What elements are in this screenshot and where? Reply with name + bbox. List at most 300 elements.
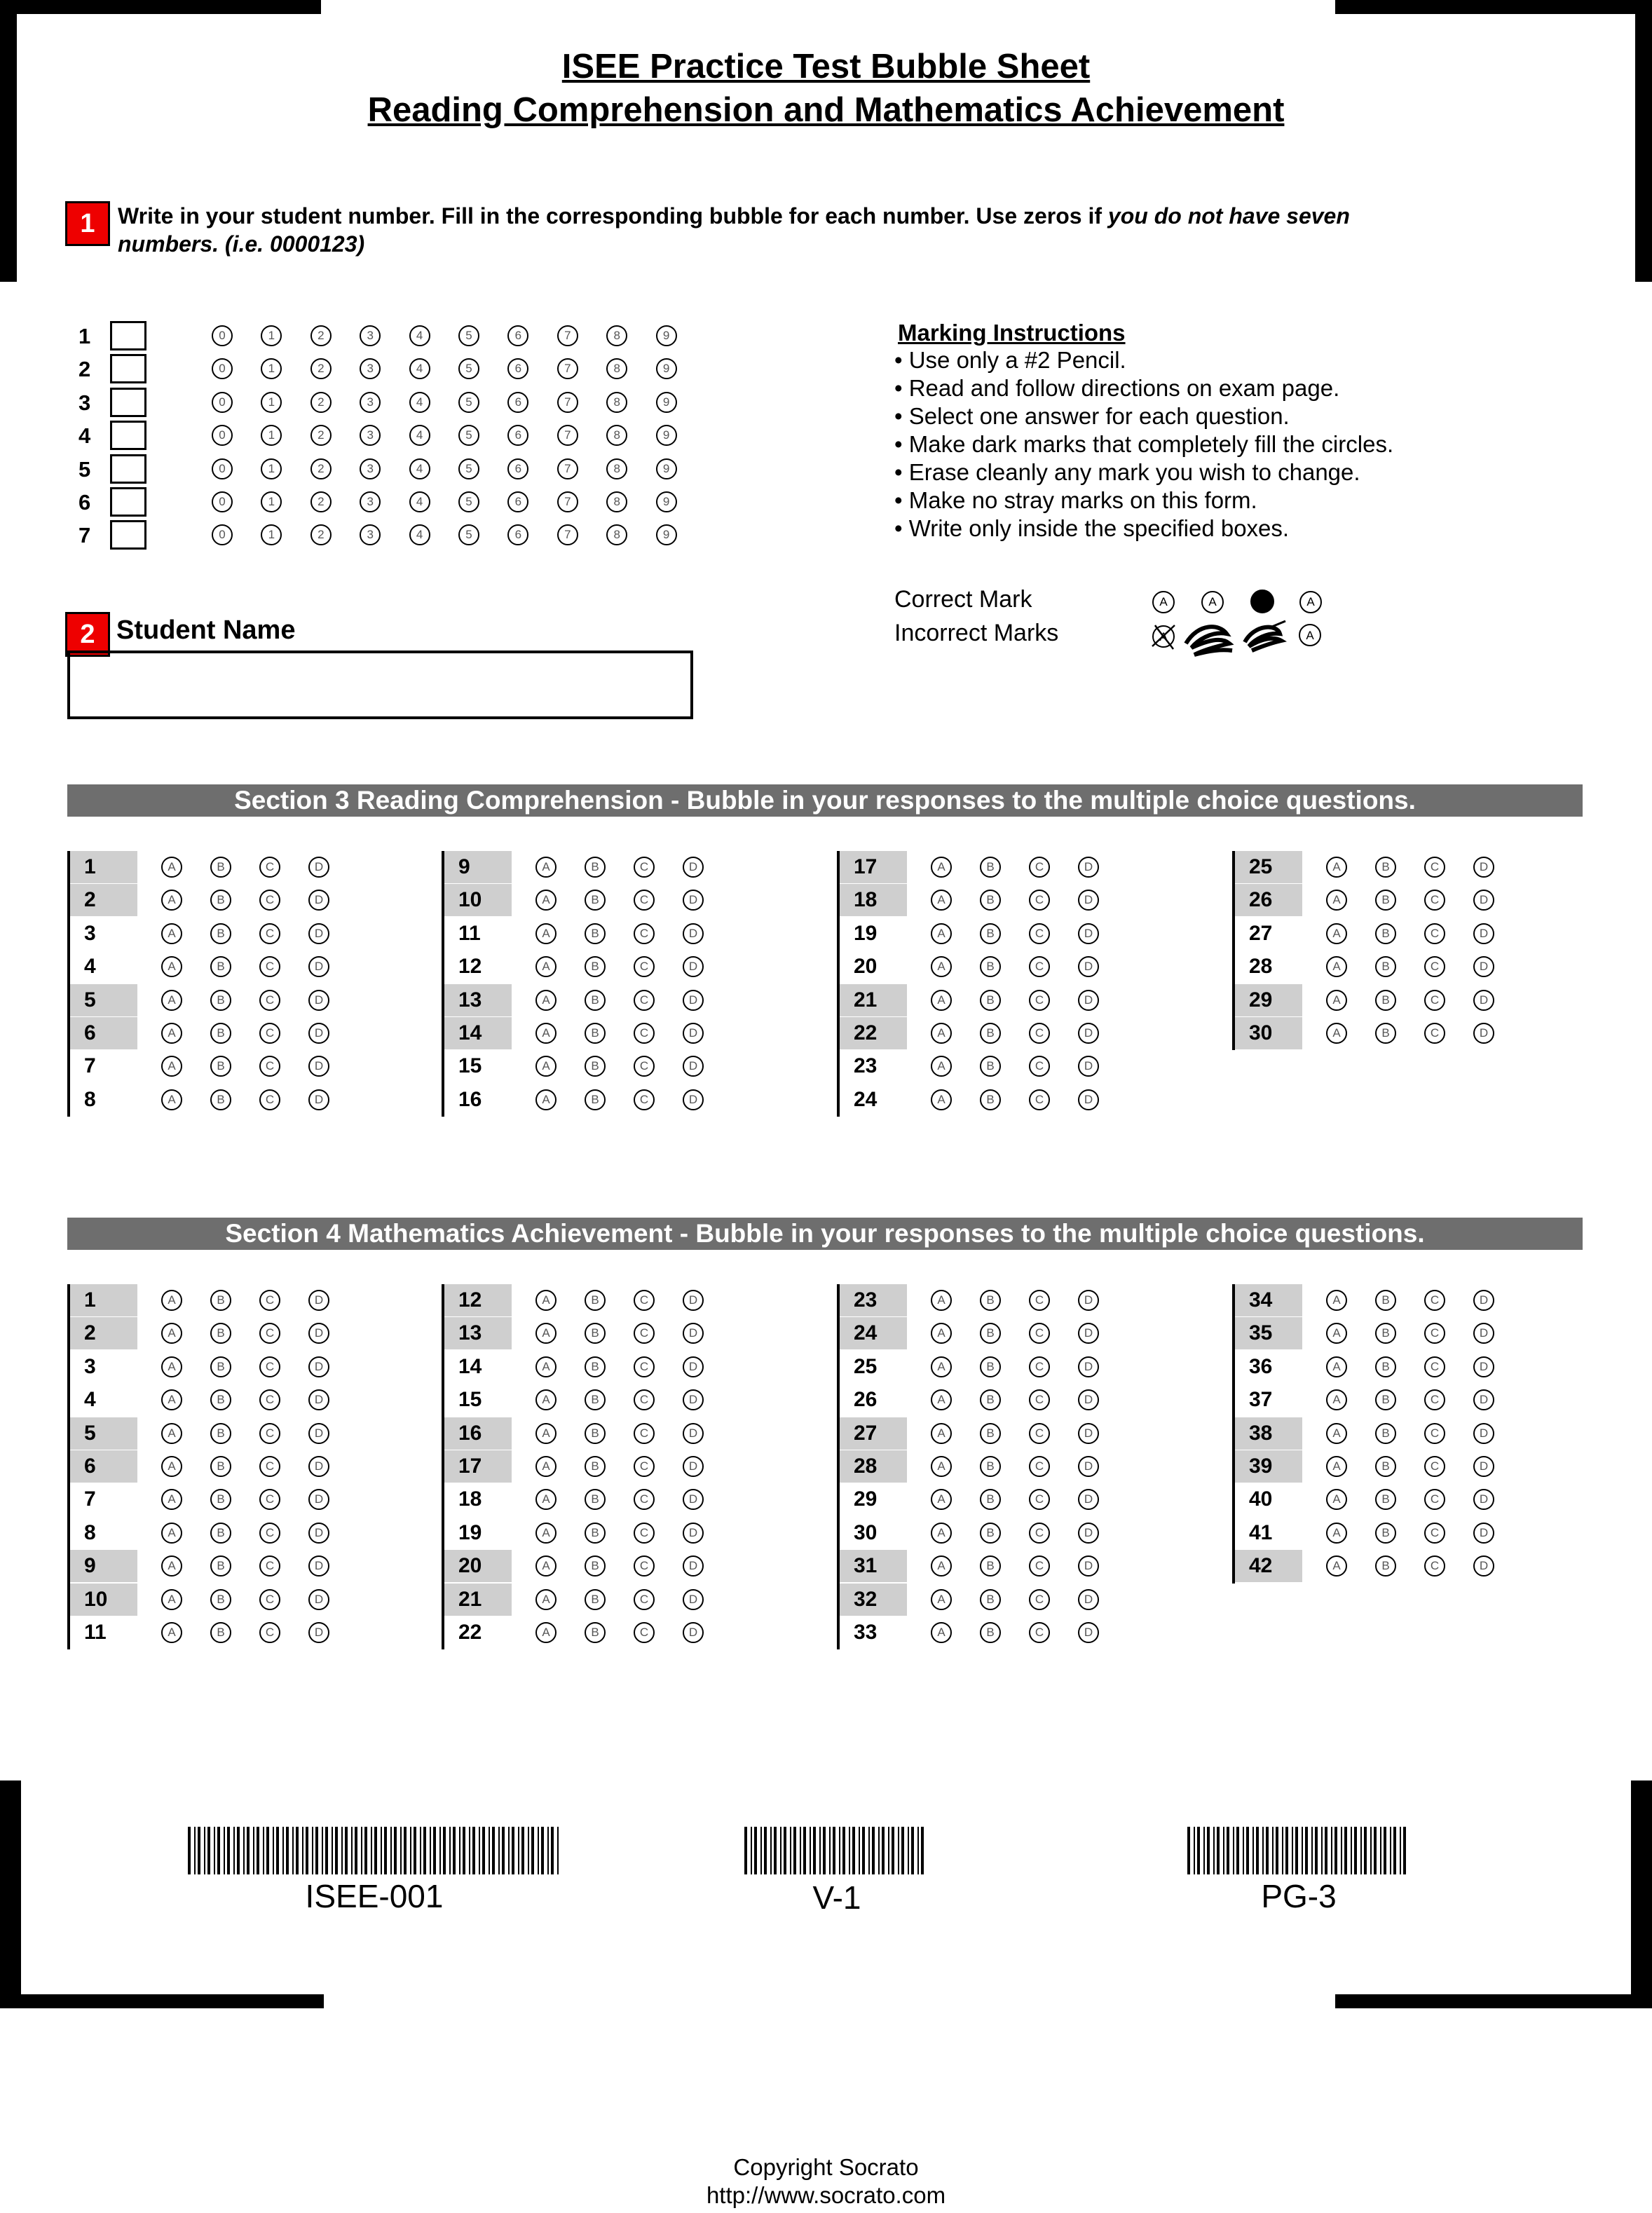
answer-bubble[interactable]: A bbox=[161, 1489, 182, 1510]
answer-bubble[interactable]: D bbox=[1473, 1555, 1494, 1577]
answer-bubble[interactable]: A bbox=[535, 1523, 557, 1544]
digit-bubble[interactable]: 1 bbox=[261, 524, 282, 545]
answer-bubble[interactable]: A bbox=[931, 1290, 952, 1311]
answer-bubble[interactable]: A bbox=[1326, 1290, 1347, 1311]
answer-bubble[interactable]: C bbox=[1424, 1389, 1445, 1410]
answer-bubble[interactable]: B bbox=[210, 1389, 231, 1410]
answer-bubble[interactable]: A bbox=[161, 1290, 182, 1311]
answer-bubble[interactable]: A bbox=[1326, 1023, 1347, 1044]
answer-bubble[interactable]: C bbox=[634, 1589, 655, 1610]
answer-bubble[interactable]: C bbox=[634, 1389, 655, 1410]
answer-bubble[interactable]: D bbox=[683, 857, 704, 878]
answer-bubble[interactable]: A bbox=[1326, 890, 1347, 911]
answer-bubble[interactable]: C bbox=[1029, 1523, 1050, 1544]
answer-bubble[interactable]: A bbox=[161, 1423, 182, 1444]
answer-bubble[interactable]: B bbox=[980, 1056, 1001, 1077]
answer-bubble[interactable]: C bbox=[1029, 1356, 1050, 1377]
answer-bubble[interactable]: B bbox=[1375, 857, 1396, 878]
answer-bubble[interactable]: A bbox=[931, 956, 952, 977]
answer-bubble[interactable]: A bbox=[535, 1622, 557, 1643]
answer-bubble[interactable]: D bbox=[683, 1555, 704, 1577]
answer-bubble[interactable]: B bbox=[210, 1523, 231, 1544]
digit-bubble[interactable]: 0 bbox=[212, 458, 233, 479]
answer-bubble[interactable]: D bbox=[683, 1089, 704, 1110]
answer-bubble[interactable]: B bbox=[585, 1356, 606, 1377]
answer-bubble[interactable]: B bbox=[980, 1589, 1001, 1610]
digit-bubble[interactable]: 5 bbox=[458, 491, 479, 512]
answer-bubble[interactable]: A bbox=[931, 1089, 952, 1110]
digit-bubble[interactable]: 7 bbox=[557, 358, 578, 379]
answer-bubble[interactable]: B bbox=[210, 1023, 231, 1044]
answer-bubble[interactable]: B bbox=[585, 890, 606, 911]
answer-bubble[interactable]: D bbox=[308, 1290, 329, 1311]
answer-bubble[interactable]: B bbox=[210, 1423, 231, 1444]
digit-bubble[interactable]: 1 bbox=[261, 358, 282, 379]
answer-bubble[interactable]: C bbox=[1029, 857, 1050, 878]
answer-bubble[interactable]: D bbox=[683, 1389, 704, 1410]
answer-bubble[interactable]: A bbox=[161, 1056, 182, 1077]
answer-bubble[interactable]: B bbox=[1375, 1389, 1396, 1410]
answer-bubble[interactable]: B bbox=[585, 1489, 606, 1510]
digit-bubble[interactable]: 9 bbox=[656, 458, 677, 479]
digit-bubble[interactable]: 7 bbox=[557, 458, 578, 479]
answer-bubble[interactable]: C bbox=[634, 1622, 655, 1643]
answer-bubble[interactable]: B bbox=[210, 1356, 231, 1377]
answer-bubble[interactable]: A bbox=[931, 990, 952, 1011]
answer-bubble[interactable]: C bbox=[1029, 1489, 1050, 1510]
answer-bubble[interactable]: D bbox=[1078, 1456, 1099, 1477]
answer-bubble[interactable]: C bbox=[634, 1456, 655, 1477]
answer-bubble[interactable]: C bbox=[634, 923, 655, 944]
answer-bubble[interactable]: B bbox=[980, 1356, 1001, 1377]
answer-bubble[interactable]: B bbox=[980, 1555, 1001, 1577]
digit-bubble[interactable]: 4 bbox=[409, 425, 430, 446]
answer-bubble[interactable]: C bbox=[259, 1589, 280, 1610]
digit-bubble[interactable]: 5 bbox=[458, 425, 479, 446]
digit-bubble[interactable]: 8 bbox=[606, 458, 627, 479]
answer-bubble[interactable]: A bbox=[535, 1389, 557, 1410]
answer-bubble[interactable]: A bbox=[1326, 857, 1347, 878]
digit-bubble[interactable]: 7 bbox=[557, 491, 578, 512]
answer-bubble[interactable]: C bbox=[1424, 923, 1445, 944]
answer-bubble[interactable]: B bbox=[585, 1023, 606, 1044]
answer-bubble[interactable]: D bbox=[1473, 1489, 1494, 1510]
answer-bubble[interactable]: D bbox=[1473, 1356, 1494, 1377]
answer-bubble[interactable]: A bbox=[931, 1023, 952, 1044]
answer-bubble[interactable]: A bbox=[931, 1589, 952, 1610]
answer-bubble[interactable]: A bbox=[161, 857, 182, 878]
digit-bubble[interactable]: 8 bbox=[606, 325, 627, 346]
answer-bubble[interactable]: B bbox=[210, 956, 231, 977]
digit-bubble[interactable]: 2 bbox=[310, 325, 332, 346]
answer-bubble[interactable]: D bbox=[308, 1589, 329, 1610]
answer-bubble[interactable]: D bbox=[308, 1523, 329, 1544]
digit-bubble[interactable]: 1 bbox=[261, 325, 282, 346]
answer-bubble[interactable]: A bbox=[535, 956, 557, 977]
answer-bubble[interactable]: D bbox=[308, 1622, 329, 1643]
answer-bubble[interactable]: B bbox=[980, 1389, 1001, 1410]
answer-bubble[interactable]: A bbox=[161, 1456, 182, 1477]
answer-bubble[interactable]: B bbox=[585, 1323, 606, 1344]
answer-bubble[interactable]: B bbox=[980, 890, 1001, 911]
answer-bubble[interactable]: B bbox=[980, 1523, 1001, 1544]
answer-bubble[interactable]: A bbox=[535, 923, 557, 944]
answer-bubble[interactable]: B bbox=[585, 956, 606, 977]
answer-bubble[interactable]: C bbox=[1029, 1622, 1050, 1643]
digit-bubble[interactable]: 5 bbox=[458, 392, 479, 413]
answer-bubble[interactable]: A bbox=[535, 1456, 557, 1477]
answer-bubble[interactable]: D bbox=[683, 1323, 704, 1344]
answer-bubble[interactable]: A bbox=[535, 1589, 557, 1610]
answer-bubble[interactable]: B bbox=[1375, 1323, 1396, 1344]
answer-bubble[interactable]: D bbox=[1473, 1290, 1494, 1311]
answer-bubble[interactable]: B bbox=[980, 1023, 1001, 1044]
answer-bubble[interactable]: D bbox=[683, 923, 704, 944]
answer-bubble[interactable]: C bbox=[259, 1555, 280, 1577]
digit-bubble[interactable]: 4 bbox=[409, 358, 430, 379]
answer-bubble[interactable]: C bbox=[1424, 990, 1445, 1011]
answer-bubble[interactable]: C bbox=[1424, 1555, 1445, 1577]
answer-bubble[interactable]: B bbox=[210, 857, 231, 878]
digit-bubble[interactable]: 3 bbox=[360, 392, 381, 413]
answer-bubble[interactable]: B bbox=[210, 990, 231, 1011]
answer-bubble[interactable]: C bbox=[259, 1389, 280, 1410]
answer-bubble[interactable]: C bbox=[634, 1089, 655, 1110]
answer-bubble[interactable]: C bbox=[1029, 956, 1050, 977]
answer-bubble[interactable]: D bbox=[683, 1023, 704, 1044]
digit-bubble[interactable]: 3 bbox=[360, 491, 381, 512]
answer-bubble[interactable]: C bbox=[259, 1489, 280, 1510]
answer-bubble[interactable]: B bbox=[585, 1622, 606, 1643]
answer-bubble[interactable]: C bbox=[259, 857, 280, 878]
answer-bubble[interactable]: D bbox=[1078, 1056, 1099, 1077]
answer-bubble[interactable]: C bbox=[1424, 1423, 1445, 1444]
digit-bubble[interactable]: 1 bbox=[261, 458, 282, 479]
student-number-digit-box[interactable] bbox=[110, 421, 146, 450]
digit-bubble[interactable]: 7 bbox=[557, 425, 578, 446]
answer-bubble[interactable]: B bbox=[1375, 1523, 1396, 1544]
answer-bubble[interactable]: D bbox=[1078, 990, 1099, 1011]
answer-bubble[interactable]: B bbox=[980, 1423, 1001, 1444]
digit-bubble[interactable]: 9 bbox=[656, 325, 677, 346]
student-number-digit-box[interactable] bbox=[110, 487, 146, 517]
answer-bubble[interactable]: D bbox=[683, 1056, 704, 1077]
answer-bubble[interactable]: D bbox=[683, 1589, 704, 1610]
answer-bubble[interactable]: C bbox=[1029, 1323, 1050, 1344]
answer-bubble[interactable]: A bbox=[1326, 956, 1347, 977]
answer-bubble[interactable]: B bbox=[1375, 1489, 1396, 1510]
answer-bubble[interactable]: D bbox=[308, 1089, 329, 1110]
answer-bubble[interactable]: D bbox=[1078, 1589, 1099, 1610]
answer-bubble[interactable]: C bbox=[259, 1622, 280, 1643]
answer-bubble[interactable]: A bbox=[161, 1622, 182, 1643]
answer-bubble[interactable]: B bbox=[210, 1323, 231, 1344]
answer-bubble[interactable]: B bbox=[210, 1290, 231, 1311]
answer-bubble[interactable]: A bbox=[1326, 1489, 1347, 1510]
answer-bubble[interactable]: D bbox=[308, 1456, 329, 1477]
answer-bubble[interactable]: A bbox=[535, 1356, 557, 1377]
answer-bubble[interactable]: D bbox=[683, 990, 704, 1011]
answer-bubble[interactable]: D bbox=[308, 1023, 329, 1044]
answer-bubble[interactable]: D bbox=[1473, 1456, 1494, 1477]
answer-bubble[interactable]: D bbox=[308, 1323, 329, 1344]
answer-bubble[interactable]: A bbox=[161, 1323, 182, 1344]
answer-bubble[interactable]: B bbox=[585, 1290, 606, 1311]
digit-bubble[interactable]: 6 bbox=[507, 425, 528, 446]
digit-bubble[interactable]: 2 bbox=[310, 524, 332, 545]
answer-bubble[interactable]: C bbox=[259, 1056, 280, 1077]
answer-bubble[interactable]: D bbox=[683, 1489, 704, 1510]
answer-bubble[interactable]: B bbox=[980, 1489, 1001, 1510]
answer-bubble[interactable]: B bbox=[980, 1622, 1001, 1643]
digit-bubble[interactable]: 5 bbox=[458, 524, 479, 545]
digit-bubble[interactable]: 3 bbox=[360, 524, 381, 545]
answer-bubble[interactable]: A bbox=[931, 1456, 952, 1477]
answer-bubble[interactable]: B bbox=[585, 1389, 606, 1410]
answer-bubble[interactable]: C bbox=[259, 923, 280, 944]
answer-bubble[interactable]: A bbox=[161, 1555, 182, 1577]
answer-bubble[interactable]: B bbox=[980, 1290, 1001, 1311]
answer-bubble[interactable]: C bbox=[634, 1523, 655, 1544]
answer-bubble[interactable]: C bbox=[259, 1423, 280, 1444]
answer-bubble[interactable]: C bbox=[1029, 1589, 1050, 1610]
answer-bubble[interactable]: B bbox=[1375, 1423, 1396, 1444]
digit-bubble[interactable]: 2 bbox=[310, 392, 332, 413]
digit-bubble[interactable]: 9 bbox=[656, 358, 677, 379]
answer-bubble[interactable]: D bbox=[1078, 1423, 1099, 1444]
answer-bubble[interactable]: C bbox=[634, 1056, 655, 1077]
answer-bubble[interactable]: C bbox=[634, 1489, 655, 1510]
answer-bubble[interactable]: C bbox=[259, 1523, 280, 1544]
answer-bubble[interactable]: B bbox=[585, 1555, 606, 1577]
answer-bubble[interactable]: D bbox=[683, 890, 704, 911]
answer-bubble[interactable]: D bbox=[1473, 890, 1494, 911]
answer-bubble[interactable]: C bbox=[1424, 857, 1445, 878]
answer-bubble[interactable]: D bbox=[1473, 923, 1494, 944]
answer-bubble[interactable]: D bbox=[1473, 1523, 1494, 1544]
student-name-input-box[interactable] bbox=[67, 651, 693, 719]
answer-bubble[interactable]: D bbox=[683, 1456, 704, 1477]
digit-bubble[interactable]: 4 bbox=[409, 524, 430, 545]
answer-bubble[interactable]: C bbox=[1029, 1456, 1050, 1477]
answer-bubble[interactable]: A bbox=[535, 1489, 557, 1510]
answer-bubble[interactable]: B bbox=[980, 990, 1001, 1011]
answer-bubble[interactable]: A bbox=[535, 857, 557, 878]
answer-bubble[interactable]: A bbox=[1326, 1523, 1347, 1544]
answer-bubble[interactable]: D bbox=[1473, 1323, 1494, 1344]
answer-bubble[interactable]: D bbox=[1473, 1023, 1494, 1044]
answer-bubble[interactable]: B bbox=[210, 890, 231, 911]
answer-bubble[interactable]: A bbox=[161, 1089, 182, 1110]
answer-bubble[interactable]: C bbox=[1424, 1290, 1445, 1311]
answer-bubble[interactable]: A bbox=[931, 1389, 952, 1410]
answer-bubble[interactable]: B bbox=[210, 1489, 231, 1510]
answer-bubble[interactable]: A bbox=[161, 1589, 182, 1610]
answer-bubble[interactable]: C bbox=[1029, 1089, 1050, 1110]
student-number-digit-box[interactable] bbox=[110, 454, 146, 484]
answer-bubble[interactable]: D bbox=[1078, 1523, 1099, 1544]
answer-bubble[interactable]: B bbox=[210, 1555, 231, 1577]
answer-bubble[interactable]: A bbox=[535, 1056, 557, 1077]
digit-bubble[interactable]: 5 bbox=[458, 458, 479, 479]
answer-bubble[interactable]: D bbox=[308, 890, 329, 911]
answer-bubble[interactable]: C bbox=[1029, 1023, 1050, 1044]
answer-bubble[interactable]: C bbox=[259, 1290, 280, 1311]
answer-bubble[interactable]: A bbox=[161, 990, 182, 1011]
answer-bubble[interactable]: A bbox=[535, 1423, 557, 1444]
answer-bubble[interactable]: D bbox=[308, 1389, 329, 1410]
answer-bubble[interactable]: C bbox=[634, 1423, 655, 1444]
answer-bubble[interactable]: D bbox=[1473, 1389, 1494, 1410]
answer-bubble[interactable]: B bbox=[585, 990, 606, 1011]
answer-bubble[interactable]: A bbox=[1326, 1456, 1347, 1477]
answer-bubble[interactable]: A bbox=[931, 1523, 952, 1544]
digit-bubble[interactable]: 4 bbox=[409, 392, 430, 413]
answer-bubble[interactable]: A bbox=[931, 1489, 952, 1510]
digit-bubble[interactable]: 9 bbox=[656, 425, 677, 446]
digit-bubble[interactable]: 2 bbox=[310, 458, 332, 479]
answer-bubble[interactable]: C bbox=[634, 956, 655, 977]
answer-bubble[interactable]: A bbox=[535, 890, 557, 911]
answer-bubble[interactable]: B bbox=[210, 1622, 231, 1643]
answer-bubble[interactable]: B bbox=[1375, 1456, 1396, 1477]
answer-bubble[interactable]: D bbox=[1078, 1290, 1099, 1311]
answer-bubble[interactable]: A bbox=[535, 990, 557, 1011]
answer-bubble[interactable]: A bbox=[535, 1089, 557, 1110]
answer-bubble[interactable]: B bbox=[1375, 1555, 1396, 1577]
digit-bubble[interactable]: 4 bbox=[409, 458, 430, 479]
answer-bubble[interactable]: C bbox=[1424, 1523, 1445, 1544]
digit-bubble[interactable]: 0 bbox=[212, 358, 233, 379]
answer-bubble[interactable]: A bbox=[1326, 923, 1347, 944]
answer-bubble[interactable]: D bbox=[1078, 1622, 1099, 1643]
answer-bubble[interactable]: B bbox=[1375, 990, 1396, 1011]
answer-bubble[interactable]: C bbox=[259, 1323, 280, 1344]
digit-bubble[interactable]: 8 bbox=[606, 524, 627, 545]
answer-bubble[interactable]: D bbox=[308, 990, 329, 1011]
answer-bubble[interactable]: D bbox=[308, 1356, 329, 1377]
answer-bubble[interactable]: C bbox=[1424, 1489, 1445, 1510]
answer-bubble[interactable]: A bbox=[1326, 1323, 1347, 1344]
answer-bubble[interactable]: C bbox=[634, 1555, 655, 1577]
answer-bubble[interactable]: C bbox=[1029, 1555, 1050, 1577]
digit-bubble[interactable]: 0 bbox=[212, 425, 233, 446]
answer-bubble[interactable]: B bbox=[210, 1089, 231, 1110]
answer-bubble[interactable]: C bbox=[1424, 890, 1445, 911]
answer-bubble[interactable]: D bbox=[308, 956, 329, 977]
digit-bubble[interactable]: 6 bbox=[507, 491, 528, 512]
answer-bubble[interactable]: C bbox=[634, 1023, 655, 1044]
answer-bubble[interactable]: C bbox=[259, 890, 280, 911]
answer-bubble[interactable]: C bbox=[259, 1456, 280, 1477]
answer-bubble[interactable]: C bbox=[1029, 1056, 1050, 1077]
answer-bubble[interactable]: C bbox=[1029, 890, 1050, 911]
answer-bubble[interactable]: B bbox=[1375, 1290, 1396, 1311]
digit-bubble[interactable]: 6 bbox=[507, 358, 528, 379]
answer-bubble[interactable]: A bbox=[535, 1023, 557, 1044]
student-number-digit-box[interactable] bbox=[110, 388, 146, 417]
digit-bubble[interactable]: 1 bbox=[261, 392, 282, 413]
answer-bubble[interactable]: A bbox=[1326, 1389, 1347, 1410]
answer-bubble[interactable]: B bbox=[585, 1523, 606, 1544]
answer-bubble[interactable]: A bbox=[161, 956, 182, 977]
answer-bubble[interactable]: D bbox=[308, 923, 329, 944]
answer-bubble[interactable]: C bbox=[1424, 1023, 1445, 1044]
answer-bubble[interactable]: D bbox=[1078, 1555, 1099, 1577]
answer-bubble[interactable]: D bbox=[1078, 857, 1099, 878]
answer-bubble[interactable]: D bbox=[683, 1523, 704, 1544]
answer-bubble[interactable]: A bbox=[161, 1023, 182, 1044]
digit-bubble[interactable]: 0 bbox=[212, 491, 233, 512]
answer-bubble[interactable]: B bbox=[980, 1456, 1001, 1477]
answer-bubble[interactable]: B bbox=[1375, 1023, 1396, 1044]
digit-bubble[interactable]: 6 bbox=[507, 392, 528, 413]
student-number-digit-box[interactable] bbox=[110, 321, 146, 350]
answer-bubble[interactable]: B bbox=[585, 1056, 606, 1077]
answer-bubble[interactable]: B bbox=[980, 923, 1001, 944]
digit-bubble[interactable]: 2 bbox=[310, 358, 332, 379]
digit-bubble[interactable]: 3 bbox=[360, 458, 381, 479]
answer-bubble[interactable]: D bbox=[1473, 857, 1494, 878]
digit-bubble[interactable]: 6 bbox=[507, 325, 528, 346]
answer-bubble[interactable]: A bbox=[1326, 1423, 1347, 1444]
answer-bubble[interactable]: D bbox=[683, 956, 704, 977]
digit-bubble[interactable]: 8 bbox=[606, 358, 627, 379]
answer-bubble[interactable]: C bbox=[634, 1356, 655, 1377]
answer-bubble[interactable]: B bbox=[1375, 956, 1396, 977]
digit-bubble[interactable]: 0 bbox=[212, 524, 233, 545]
digit-bubble[interactable]: 8 bbox=[606, 491, 627, 512]
answer-bubble[interactable]: D bbox=[1473, 990, 1494, 1011]
answer-bubble[interactable]: B bbox=[980, 857, 1001, 878]
answer-bubble[interactable]: B bbox=[585, 1089, 606, 1110]
answer-bubble[interactable]: D bbox=[308, 1056, 329, 1077]
answer-bubble[interactable]: C bbox=[1029, 1290, 1050, 1311]
digit-bubble[interactable]: 1 bbox=[261, 491, 282, 512]
answer-bubble[interactable]: D bbox=[1078, 956, 1099, 977]
digit-bubble[interactable]: 9 bbox=[656, 491, 677, 512]
answer-bubble[interactable]: B bbox=[980, 1089, 1001, 1110]
digit-bubble[interactable]: 7 bbox=[557, 524, 578, 545]
student-number-digit-box[interactable] bbox=[110, 520, 146, 550]
answer-bubble[interactable]: C bbox=[1424, 1356, 1445, 1377]
answer-bubble[interactable]: D bbox=[683, 1290, 704, 1311]
answer-bubble[interactable]: C bbox=[634, 1323, 655, 1344]
answer-bubble[interactable]: B bbox=[585, 1456, 606, 1477]
answer-bubble[interactable]: C bbox=[259, 1089, 280, 1110]
digit-bubble[interactable]: 3 bbox=[360, 358, 381, 379]
answer-bubble[interactable]: A bbox=[535, 1555, 557, 1577]
answer-bubble[interactable]: A bbox=[931, 1622, 952, 1643]
answer-bubble[interactable]: B bbox=[585, 1423, 606, 1444]
answer-bubble[interactable]: D bbox=[1078, 1323, 1099, 1344]
digit-bubble[interactable]: 8 bbox=[606, 392, 627, 413]
answer-bubble[interactable]: A bbox=[535, 1290, 557, 1311]
answer-bubble[interactable]: A bbox=[161, 890, 182, 911]
answer-bubble[interactable]: B bbox=[210, 1456, 231, 1477]
answer-bubble[interactable]: D bbox=[1078, 890, 1099, 911]
digit-bubble[interactable]: 0 bbox=[212, 392, 233, 413]
digit-bubble[interactable]: 5 bbox=[458, 325, 479, 346]
answer-bubble[interactable]: D bbox=[1473, 1423, 1494, 1444]
answer-bubble[interactable]: C bbox=[1424, 956, 1445, 977]
digit-bubble[interactable]: 4 bbox=[409, 491, 430, 512]
digit-bubble[interactable]: 6 bbox=[507, 458, 528, 479]
digit-bubble[interactable]: 2 bbox=[310, 425, 332, 446]
answer-bubble[interactable]: D bbox=[1078, 1489, 1099, 1510]
answer-bubble[interactable]: B bbox=[1375, 1356, 1396, 1377]
digit-bubble[interactable]: 3 bbox=[360, 425, 381, 446]
